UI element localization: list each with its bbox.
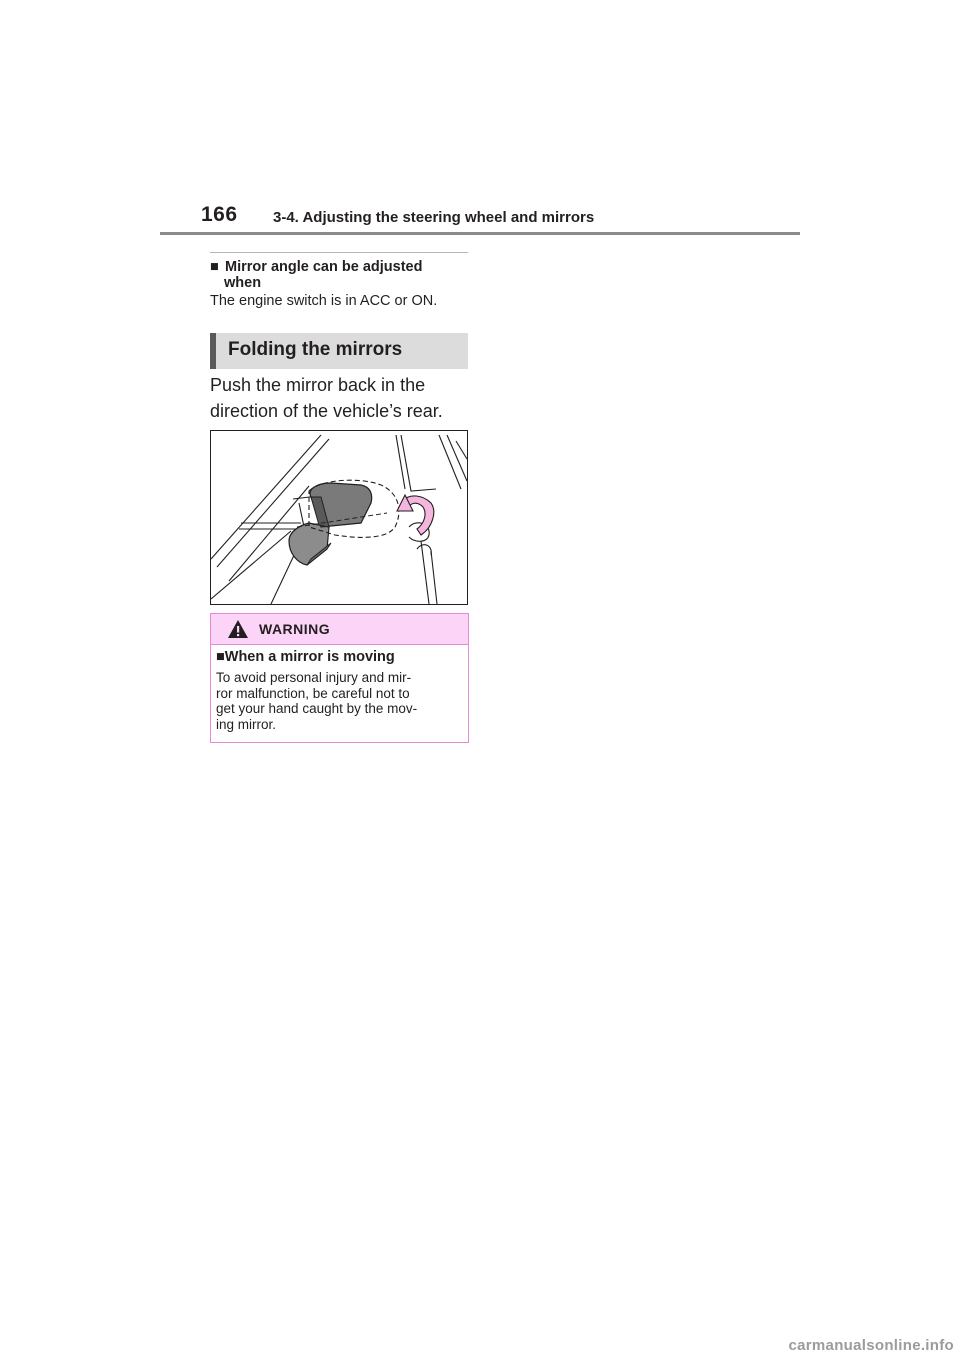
warning-header bbox=[211, 614, 468, 645]
instruction-text bbox=[210, 372, 470, 424]
warning-text bbox=[216, 670, 466, 732]
note-heading-line1: Mirror angle can be adjusted bbox=[225, 259, 423, 275]
note-body: The engine switch is in ACC or ON. bbox=[210, 293, 438, 309]
warning-line: get your hand caught by the mov- bbox=[216, 701, 418, 716]
header-divider bbox=[160, 232, 800, 235]
note-heading-line2: when bbox=[224, 275, 262, 291]
note-heading bbox=[210, 259, 468, 291]
section-title: Folding the mirrors bbox=[228, 339, 403, 360]
section-title-bar bbox=[210, 333, 468, 369]
fold-direction-arrow bbox=[397, 495, 434, 535]
warning-triangle-icon bbox=[227, 619, 249, 639]
mirror-illustration-svg bbox=[211, 431, 467, 604]
section-header: 3-4. Adjusting the steering wheel and mirrors bbox=[273, 209, 595, 226]
warning-box bbox=[210, 613, 469, 743]
warning-subheading: ■When a mirror is moving bbox=[216, 649, 395, 665]
note-divider bbox=[210, 252, 468, 253]
warning-label: WARNING bbox=[259, 621, 331, 637]
instruction-line2: direction of the vehicle’s rear. bbox=[210, 401, 443, 421]
warning-line: To avoid personal injury and mir- bbox=[216, 670, 412, 685]
page-number: 166 bbox=[201, 203, 238, 226]
warning-line: ror malfunction, be careful not to bbox=[216, 685, 410, 701]
watermark: carmanualsonline.info bbox=[788, 1337, 954, 1354]
square-bullet-icon: ■ bbox=[210, 259, 219, 275]
warning-line: ing mirror. bbox=[216, 716, 277, 732]
mirror-folding-illustration bbox=[210, 430, 468, 605]
instruction-line1: Push the mirror back in the bbox=[210, 375, 426, 395]
